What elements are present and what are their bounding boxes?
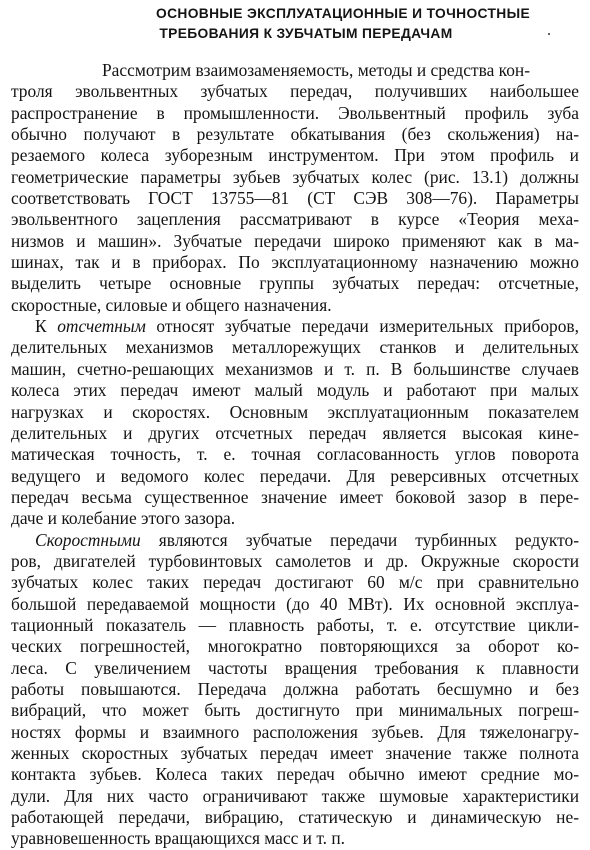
text-line: эвольвентного зацепления рассматривают в курсе «Теория меха- — [11, 209, 579, 230]
text-line: Рассмотрим взаимозаменяемость, методы и средства кон- — [102, 60, 530, 80]
text-line: делительных механизмов металлорежущих станков и делительных — [11, 337, 579, 358]
text-line — [35, 530, 579, 551]
text-line: контакта зубьев. Колеса таких передач обычно имеют средние мо- — [11, 764, 579, 785]
text-line: работающей передачи, вибрацию, статическую и динамическую не- — [11, 807, 579, 828]
text-line: нагрузках и скоростях. Основным эксплуатационным показателем — [11, 401, 579, 422]
text-line: ров, двигателей турбовинтовых самолетов и др. Окружные скорости — [11, 550, 579, 571]
text-line: резаемого колеса зуборезным инструментом. При этом профиль и — [11, 145, 579, 166]
text-line: уравновешенность вращающихся масс и т. п. — [11, 828, 345, 849]
text-line: работы повышаются. Передача должна работать бесшумно и без — [11, 678, 579, 699]
text-line: ностях формы и взаимного расположения зубьев. Для тяжелонагру- — [11, 721, 579, 742]
text-line: колеса этих передач имеют малый модуль и работают при малых — [11, 380, 579, 401]
text-line: вибраций, что может быть достигнуто при минимальных погреш- — [11, 700, 579, 721]
text-line: леса. С увеличением частоты вращения требования к плавности — [11, 657, 579, 678]
text-line: обычно получают в результате обкатывания (без скольжения) на- — [11, 124, 579, 145]
heading-line-2: ТРЕБОВАНИЯ К ЗУБЧАТЫМ ПЕРЕДАЧАМ — [159, 26, 453, 41]
text-line: большой передаваемой мощности (до 40 МВт). Их основной эксплуа- — [11, 593, 579, 614]
text-line: ческих погрешностей, многократно повторяющихся за оборот ко- — [11, 636, 579, 657]
line-suffix: являются зубчатые передачи турбинных редукто- — [140, 529, 579, 550]
text-line: распространение в промышленности. Эвольвентный профиль зуба — [11, 102, 579, 123]
text-line — [35, 316, 579, 337]
text-line: тационный показатель — плавность работы, т. е. отсутствие цикли- — [11, 614, 579, 635]
text-line: передач весьма существенное значение имеет боковой зазор в пере- — [11, 486, 579, 507]
line-prefix: К — [35, 316, 58, 337]
text-line: троля эвольвентных зубчатых передач, получивших наибольшее — [11, 81, 579, 102]
text-line: ведущего и ведомого колес передачи. Для реверсивных отсчетных — [11, 465, 579, 486]
text-line: выделить четыре основные группы зубчатых передач: отсчетные, — [11, 273, 579, 294]
text-line: геометрические параметры зубьев зубчатых колес (рис. 13.1) должны — [11, 166, 579, 187]
text-line: даче и колебание этого зазора. — [11, 508, 236, 529]
text-line: делительных и других отсчетных передач является высокая кине- — [11, 422, 579, 443]
heading-line-1: ОСНОВНЫЕ ЭКСПЛУАТАЦИОННЫЕ И ТОЧНОСТНЫЕ — [156, 6, 530, 21]
text-line: женных скоростных зубчатых передач имеет значение также полнота — [11, 743, 579, 763]
section-heading — [0, 4, 590, 44]
text-line: машин, счетно-решающих механизмов и т. п. В большинстве случаев — [11, 358, 579, 379]
line-suffix: относят зубчатые передачи измерительных приборов, — [145, 316, 579, 337]
italic-term: Скоростными — [35, 529, 141, 550]
text-line: скоростные, силовые и общего назначения. — [11, 294, 332, 315]
text-line: соответствовать ГОСТ 13755—81 (СТ СЭВ 308—76). Параметры — [11, 188, 579, 209]
text-line: матическая точность, т. е. точная согласованность углов поворота — [11, 444, 579, 465]
text-line: дули. Для них часто ограничивают также шумовые характеристики — [11, 785, 579, 806]
text-line: низмов и машин». Зубчатые передачи широко применяют как в ма- — [11, 230, 579, 251]
text-line: зубчатых колес таких передач достигают 60 м/с при сравнительно — [11, 572, 579, 593]
italic-term: отсчетным — [57, 316, 146, 337]
print-speck — [548, 33, 550, 35]
body-text — [0, 60, 590, 850]
text-line: шинах, так и в приборах. По эксплуатационному назначению можно — [11, 252, 579, 273]
